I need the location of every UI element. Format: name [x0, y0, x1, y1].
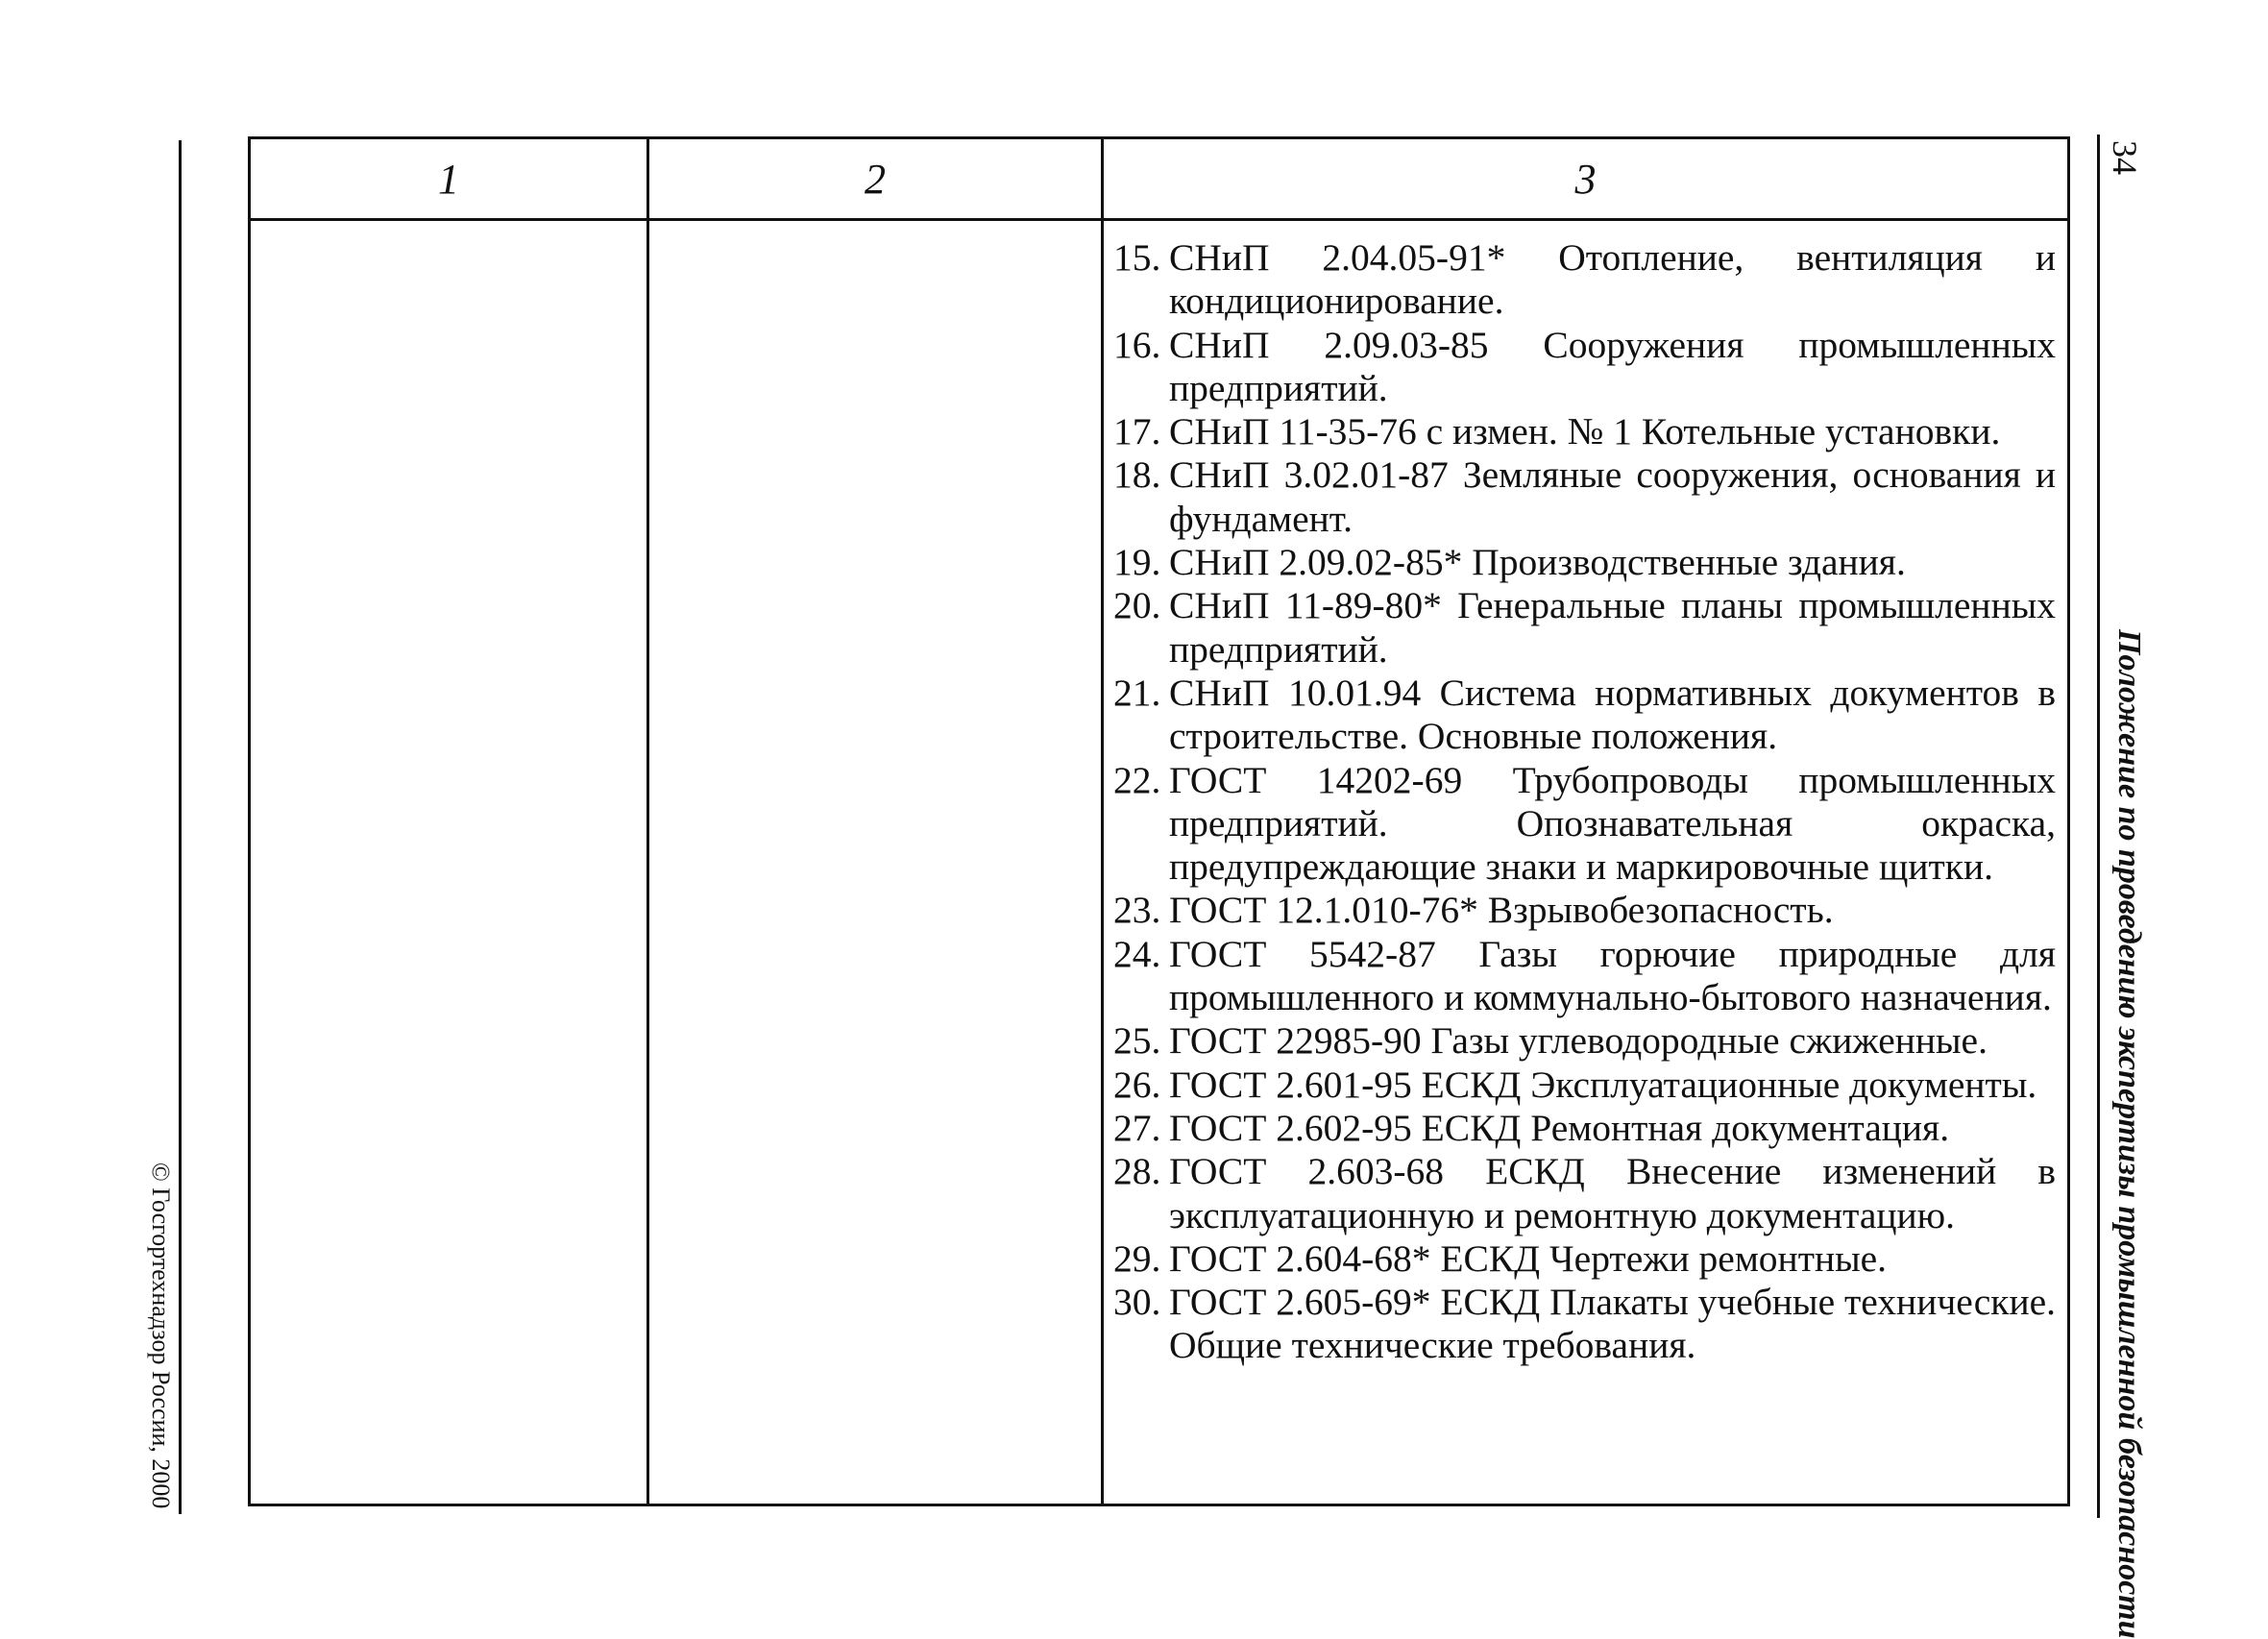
item-number: 16. — [1113, 323, 1161, 366]
page-number: 34 — [2106, 140, 2144, 175]
item-number: 22. — [1113, 758, 1161, 801]
column-header-2: 2 — [648, 138, 1103, 220]
item-text: СНиП 11-89-80* Генеральные планы промышленных предприятий. — [1169, 584, 2056, 671]
item-text: ГОСТ 5542-87 Газы горючие природные для промышленного и коммунально-бытового назначения. — [1169, 932, 2056, 1019]
item-text: ГОСТ 2.605-69* ЕСКД Плакаты учебные технические. Общие технические требования. — [1169, 1281, 2056, 1367]
item-number: 27. — [1113, 1106, 1161, 1149]
column-3-cell — [1103, 220, 2069, 1505]
list-item — [1113, 584, 2056, 672]
column-2-cell — [648, 220, 1103, 1505]
item-number: 25. — [1113, 1019, 1161, 1063]
item-text: ГОСТ 2.604-68* ЕСКД Чертежи ремонтные. — [1169, 1236, 1888, 1280]
item-text: СНиП 3.02.01-87 Земляные сооружения, основания и фундамент. — [1169, 453, 2056, 540]
list-item — [1113, 672, 2056, 759]
item-number: 21. — [1113, 671, 1161, 714]
table-header-row — [250, 138, 2069, 220]
list-item — [1113, 324, 2056, 411]
item-text: ГОСТ 22985-90 Газы углеводородные сжиженные. — [1169, 1019, 1988, 1063]
item-number: 20. — [1113, 584, 1161, 627]
list-item — [1113, 453, 2056, 541]
item-text: СНиП 2.09.03-85 Сооружения промышленных предприятий. — [1169, 323, 2056, 409]
item-number: 30. — [1113, 1281, 1161, 1324]
item-text: СНиП 11-35-76 с измен. № 1 Котельные установки. — [1169, 410, 2001, 453]
list-item — [1113, 1019, 2056, 1063]
list-item — [1113, 541, 2056, 584]
item-number: 17. — [1113, 410, 1161, 453]
right-margin-rule — [2097, 135, 2100, 1518]
item-number: 24. — [1113, 932, 1161, 975]
item-number: 15. — [1113, 236, 1161, 279]
item-text: ГОСТ 14202-69 Трубопроводы промышленных предприятий. Опознавательная окраска, предупреждающие знаки и маркировочные щитки. — [1169, 758, 2056, 889]
item-text: СНиП 2.09.02-85* Производственные здания. — [1169, 541, 1906, 584]
left-margin-rule — [179, 140, 182, 1514]
item-text: ГОСТ 2.602-95 ЕСКД Ремонтная документация. — [1169, 1106, 1950, 1149]
item-text: ГОСТ 12.1.010-76* Взрывобезопасность. — [1169, 889, 1834, 932]
item-text: ГОСТ 2.601-95 ЕСКД Эксплуатационные документы. — [1169, 1063, 2037, 1106]
copyright-notice: © Госгортехнадзор России, 2000 — [147, 1162, 175, 1509]
list-item — [1113, 933, 2056, 1020]
list-item — [1113, 1150, 2056, 1237]
list-item — [1113, 1064, 2056, 1107]
list-item — [1113, 759, 2056, 890]
list-item — [1113, 236, 2056, 324]
item-text: СНиП 10.01.94 Система нормативных документов в строительстве. Основные положения. — [1169, 671, 2056, 758]
list-item — [1113, 410, 2056, 453]
table-row — [250, 220, 2069, 1505]
standards-table — [248, 136, 2070, 1506]
running-title: Положение по проведению экспертизы промышленной безопасности — [2111, 629, 2147, 1639]
standards-list — [1104, 221, 2067, 1368]
column-1-cell — [250, 220, 648, 1505]
item-number: 28. — [1113, 1150, 1161, 1193]
item-number: 29. — [1113, 1236, 1161, 1280]
list-item — [1113, 889, 2056, 932]
item-number: 23. — [1113, 889, 1161, 932]
column-header-3: 3 — [1103, 138, 2069, 220]
list-item — [1113, 1281, 2056, 1368]
column-header-1: 1 — [250, 138, 648, 220]
item-text: ГОСТ 2.603-68 ЕСКД Внесение изменений в эксплуатационную и ремонтную документацию. — [1169, 1150, 2056, 1236]
item-number: 18. — [1113, 453, 1161, 497]
list-item — [1113, 1107, 2056, 1150]
item-number: 19. — [1113, 541, 1161, 584]
list-item — [1113, 1237, 2056, 1281]
item-number: 26. — [1113, 1063, 1161, 1106]
item-text: СНиП 2.04.05-91* Отопление, вентиляция и кондиционирование. — [1169, 236, 2056, 323]
